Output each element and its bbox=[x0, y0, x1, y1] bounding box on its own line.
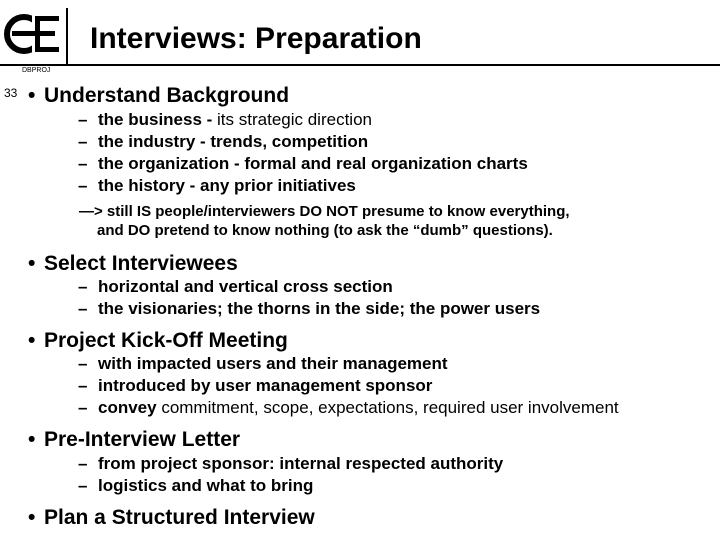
bullet-project-kickoff: • Project Kick-Off Meeting bbox=[44, 329, 288, 353]
sub-item: – the visionaries; the thorns in the side; the power users bbox=[98, 299, 540, 319]
sub-item: – from project sponsor: internal respected authority bbox=[98, 454, 503, 474]
header-horizontal-rule bbox=[0, 64, 720, 66]
sub-item: – introduced by user management sponsor bbox=[98, 376, 432, 396]
sub-item: – with impacted users and their management bbox=[98, 354, 448, 374]
course-code: DBPROJ bbox=[22, 67, 51, 74]
bullet-plan-structured-interview: • Plan a Structured Interview bbox=[44, 506, 315, 530]
page-number: 33 bbox=[4, 86, 18, 100]
sub-item: – the industry - trends, competition bbox=[98, 132, 368, 152]
slide-title: Interviews: Preparation bbox=[90, 22, 422, 55]
sub-item: – the history - any prior initiatives bbox=[98, 176, 356, 196]
note-line-2: and DO pretend to know nothing (to ask the “dumb” questions). bbox=[97, 222, 553, 239]
sub-item: – convey commitment, scope, expectations, required user involvement bbox=[98, 398, 619, 418]
bullet-pre-interview-letter: • Pre-Interview Letter bbox=[44, 428, 240, 452]
bullet-understand-background: • Understand Background bbox=[44, 84, 289, 108]
sub-item: – the business - its strategic direction bbox=[98, 110, 372, 130]
sub-item: – horizontal and vertical cross section bbox=[98, 277, 393, 297]
company-logo-icon bbox=[2, 8, 64, 60]
header-vertical-rule bbox=[66, 8, 68, 64]
sub-item: – logistics and what to bring bbox=[98, 476, 313, 496]
sub-item: – the organization - formal and real organization charts bbox=[98, 154, 528, 174]
bullet-select-interviewees: • Select Interviewees bbox=[44, 252, 238, 276]
note-line-1: —> still IS people/interviewers DO NOT presume to know everything, bbox=[79, 203, 570, 220]
